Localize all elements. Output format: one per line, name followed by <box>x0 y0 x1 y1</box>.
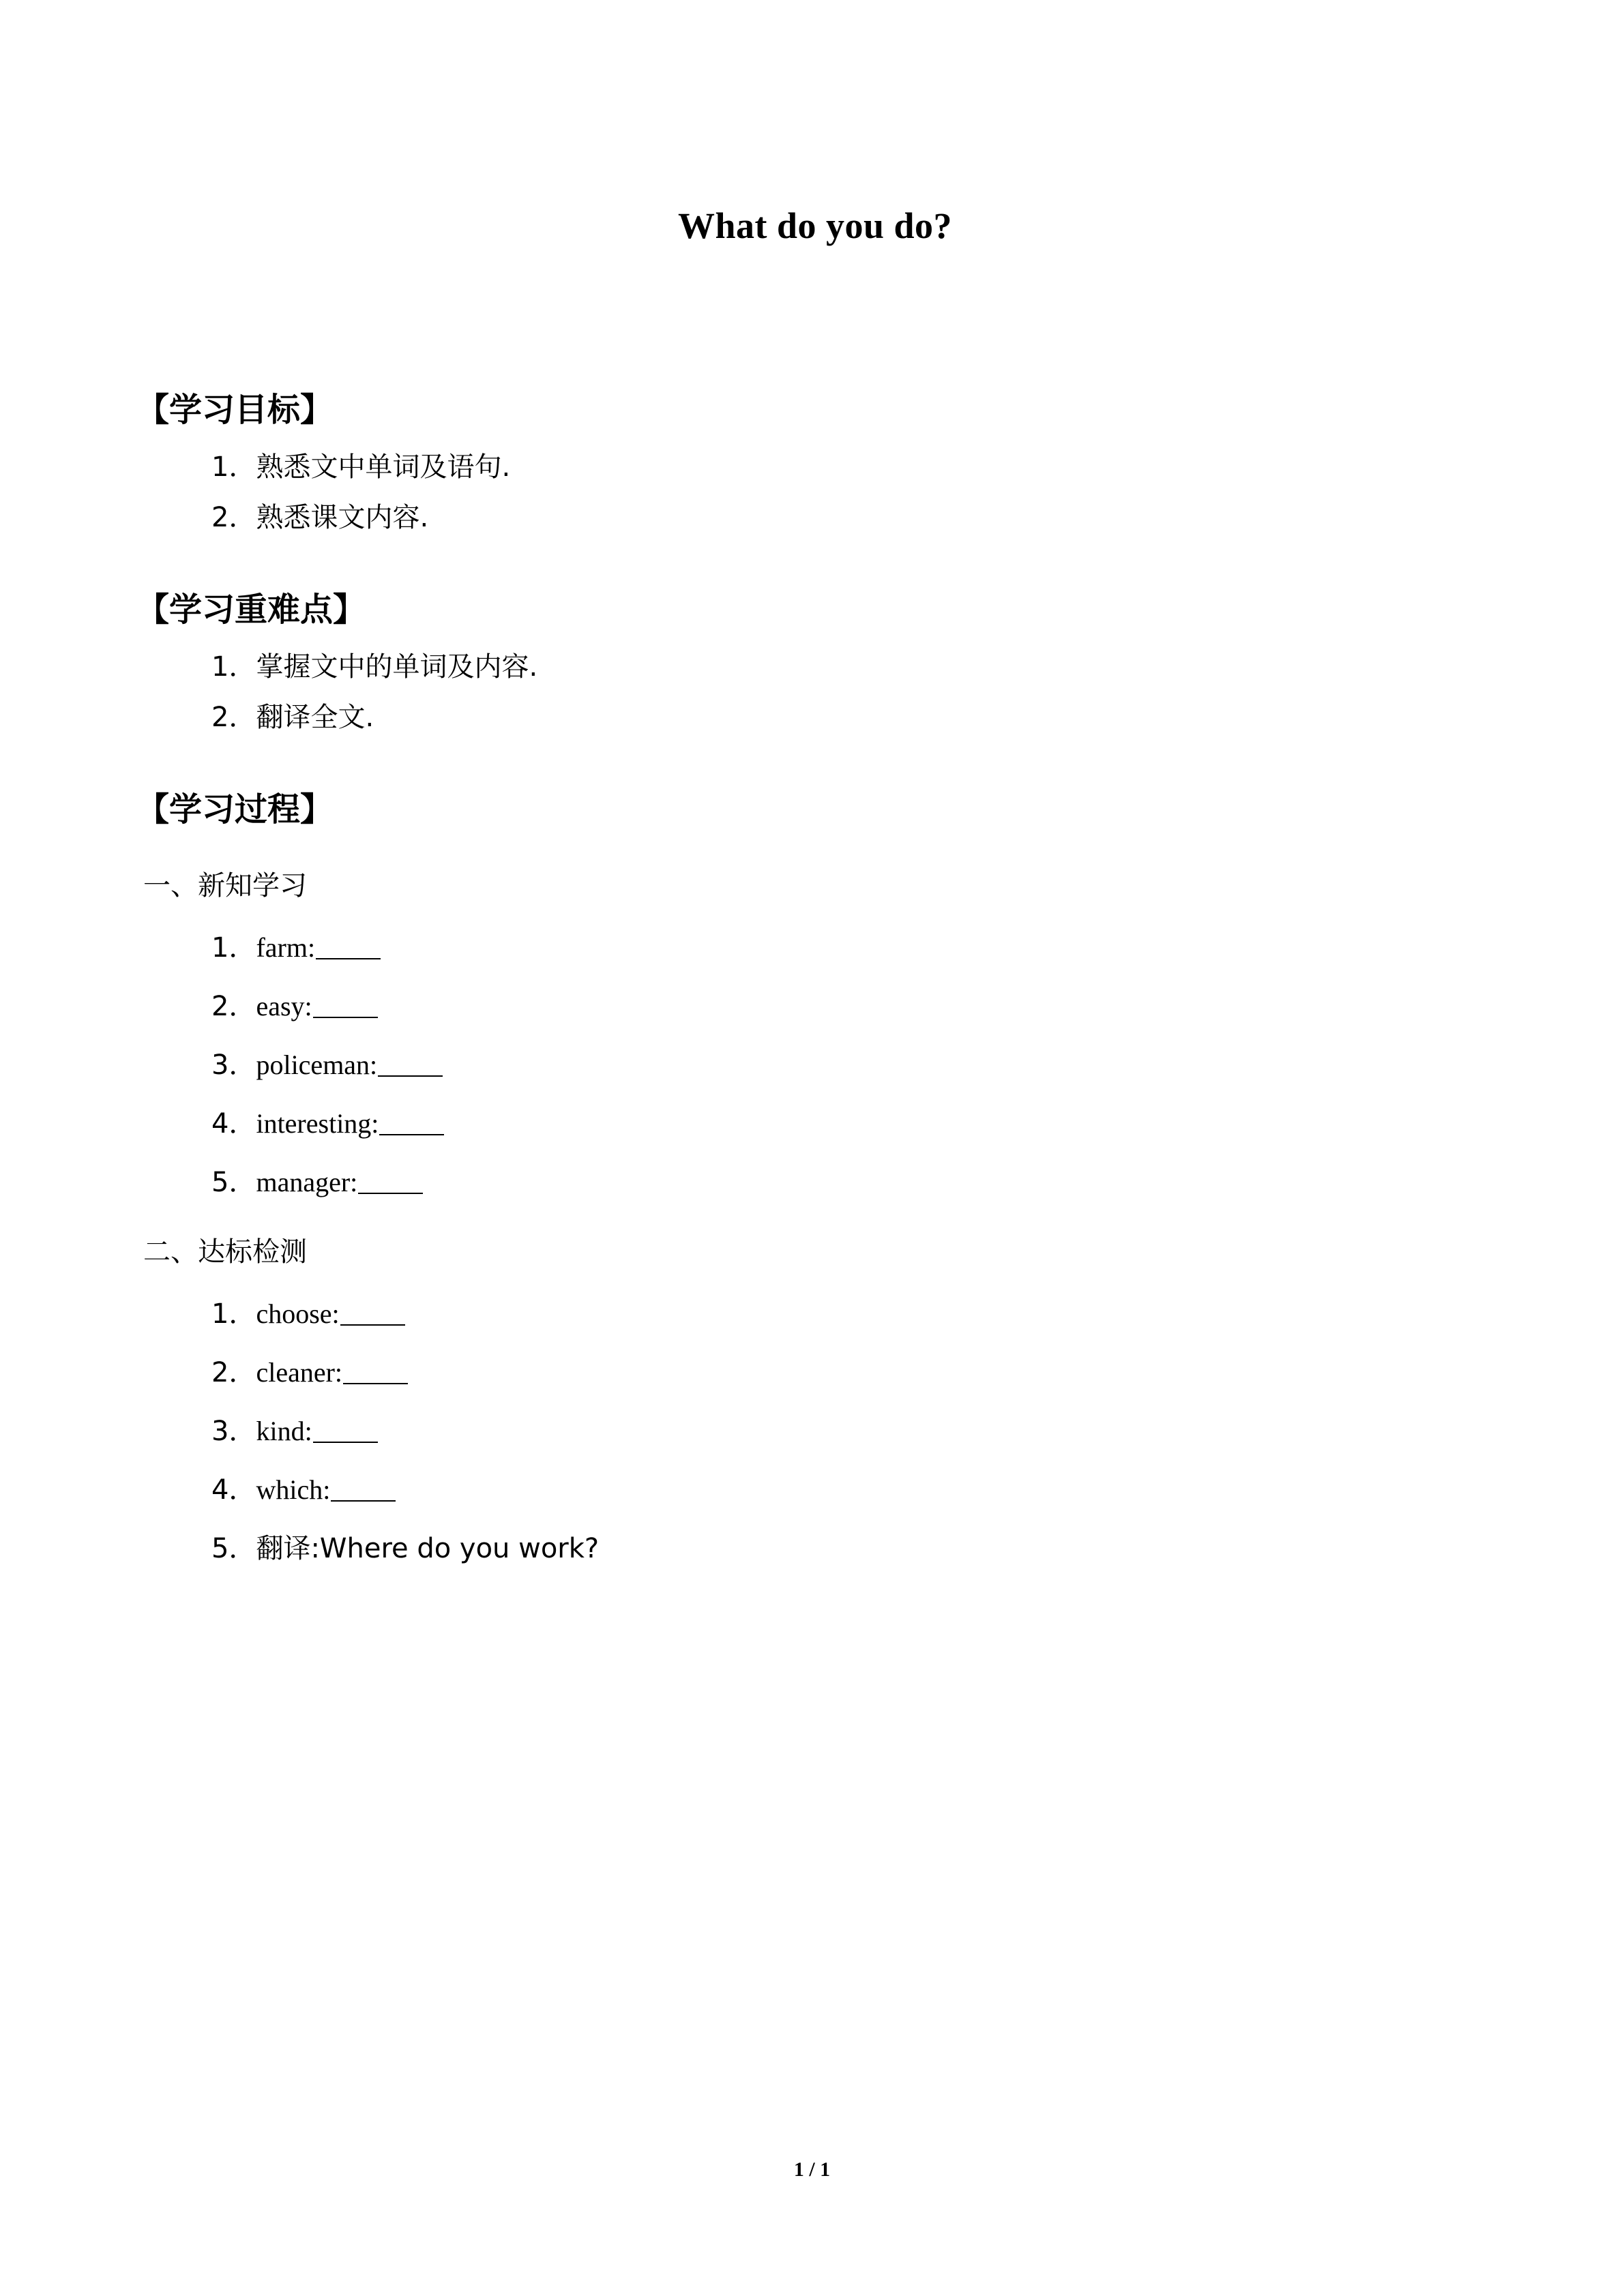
list-item <box>136 932 1494 964</box>
list-item <box>136 1418 1494 1445</box>
key-points-list <box>136 653 1494 731</box>
goals-list <box>136 453 1494 531</box>
section-heading-key-points: 【学习重难点】 <box>136 591 366 629</box>
list-item <box>136 1169 1494 1196</box>
answer-blank[interactable] <box>340 1301 405 1326</box>
list-item-number: 5． <box>211 1533 256 1564</box>
list-item-number: 2． <box>211 702 256 733</box>
list-item-number: 3． <box>211 1416 256 1447</box>
list-item <box>136 504 1494 531</box>
list-item-number: 4． <box>211 1108 256 1139</box>
answer-blank[interactable] <box>379 1111 444 1135</box>
list-item-number: 4． <box>211 1474 256 1506</box>
list-item <box>136 704 1494 731</box>
new-learning-list <box>136 934 1494 1196</box>
answer-blank[interactable] <box>313 994 378 1018</box>
assessment-list <box>136 1300 1494 1562</box>
vocab-word: interesting: <box>256 1108 379 1139</box>
list-item <box>136 1535 1494 1562</box>
vocab-word: choose: <box>256 1298 340 1329</box>
vocab-word: farm: <box>256 932 316 963</box>
answer-blank[interactable] <box>343 1360 408 1384</box>
page-title: What do you do? <box>677 205 953 246</box>
subsection-label-new-learning: 一、新知学习 <box>143 870 307 901</box>
list-item-number: 1． <box>211 1298 256 1330</box>
section-heading-process: 【学习过程】 <box>136 790 334 829</box>
answer-blank[interactable] <box>313 1418 378 1443</box>
list-item-number: 1． <box>211 451 256 483</box>
list-item-number: 1． <box>211 932 256 964</box>
list-item <box>136 1300 1494 1328</box>
translation-prompt: 翻译:Where do you work? <box>256 1533 600 1564</box>
list-item <box>136 653 1494 681</box>
section-heading-goals: 【学习目标】 <box>136 391 334 429</box>
vocab-word: kind: <box>256 1416 312 1446</box>
list-item-text: 熟悉文中单词及语句. <box>256 451 511 483</box>
list-item-number: 2． <box>211 1357 256 1388</box>
list-item-number: 5． <box>211 1167 256 1198</box>
vocab-word: manager: <box>256 1167 358 1197</box>
list-item-number: 3． <box>211 1049 256 1081</box>
list-item <box>136 1476 1494 1504</box>
list-item-number: 2． <box>211 991 256 1022</box>
answer-blank[interactable] <box>358 1169 423 1194</box>
answer-blank[interactable] <box>316 935 381 959</box>
list-item-number: 2． <box>211 502 256 533</box>
document-body <box>136 0 1494 1562</box>
subsection-label-assessment: 二、达标检测 <box>143 1236 307 1268</box>
answer-blank[interactable] <box>378 1052 443 1077</box>
list-item <box>136 1110 1494 1137</box>
list-item-text: 翻译全文. <box>256 702 374 733</box>
list-item-text: 熟悉课文内容. <box>256 502 429 533</box>
list-item <box>136 1049 1494 1081</box>
page-footer: 1 / 1 <box>793 2158 831 2181</box>
list-item <box>136 993 1494 1020</box>
vocab-word: easy: <box>256 991 312 1022</box>
vocab-word: which: <box>256 1474 331 1505</box>
list-item <box>136 1359 1494 1386</box>
vocab-word: policeman: <box>256 1049 378 1080</box>
vocab-word: cleaner: <box>256 1357 343 1388</box>
list-item-text: 掌握文中的单词及内容. <box>256 651 538 683</box>
list-item <box>136 453 1494 481</box>
answer-blank[interactable] <box>331 1477 396 1502</box>
list-item-number: 1． <box>211 651 256 683</box>
